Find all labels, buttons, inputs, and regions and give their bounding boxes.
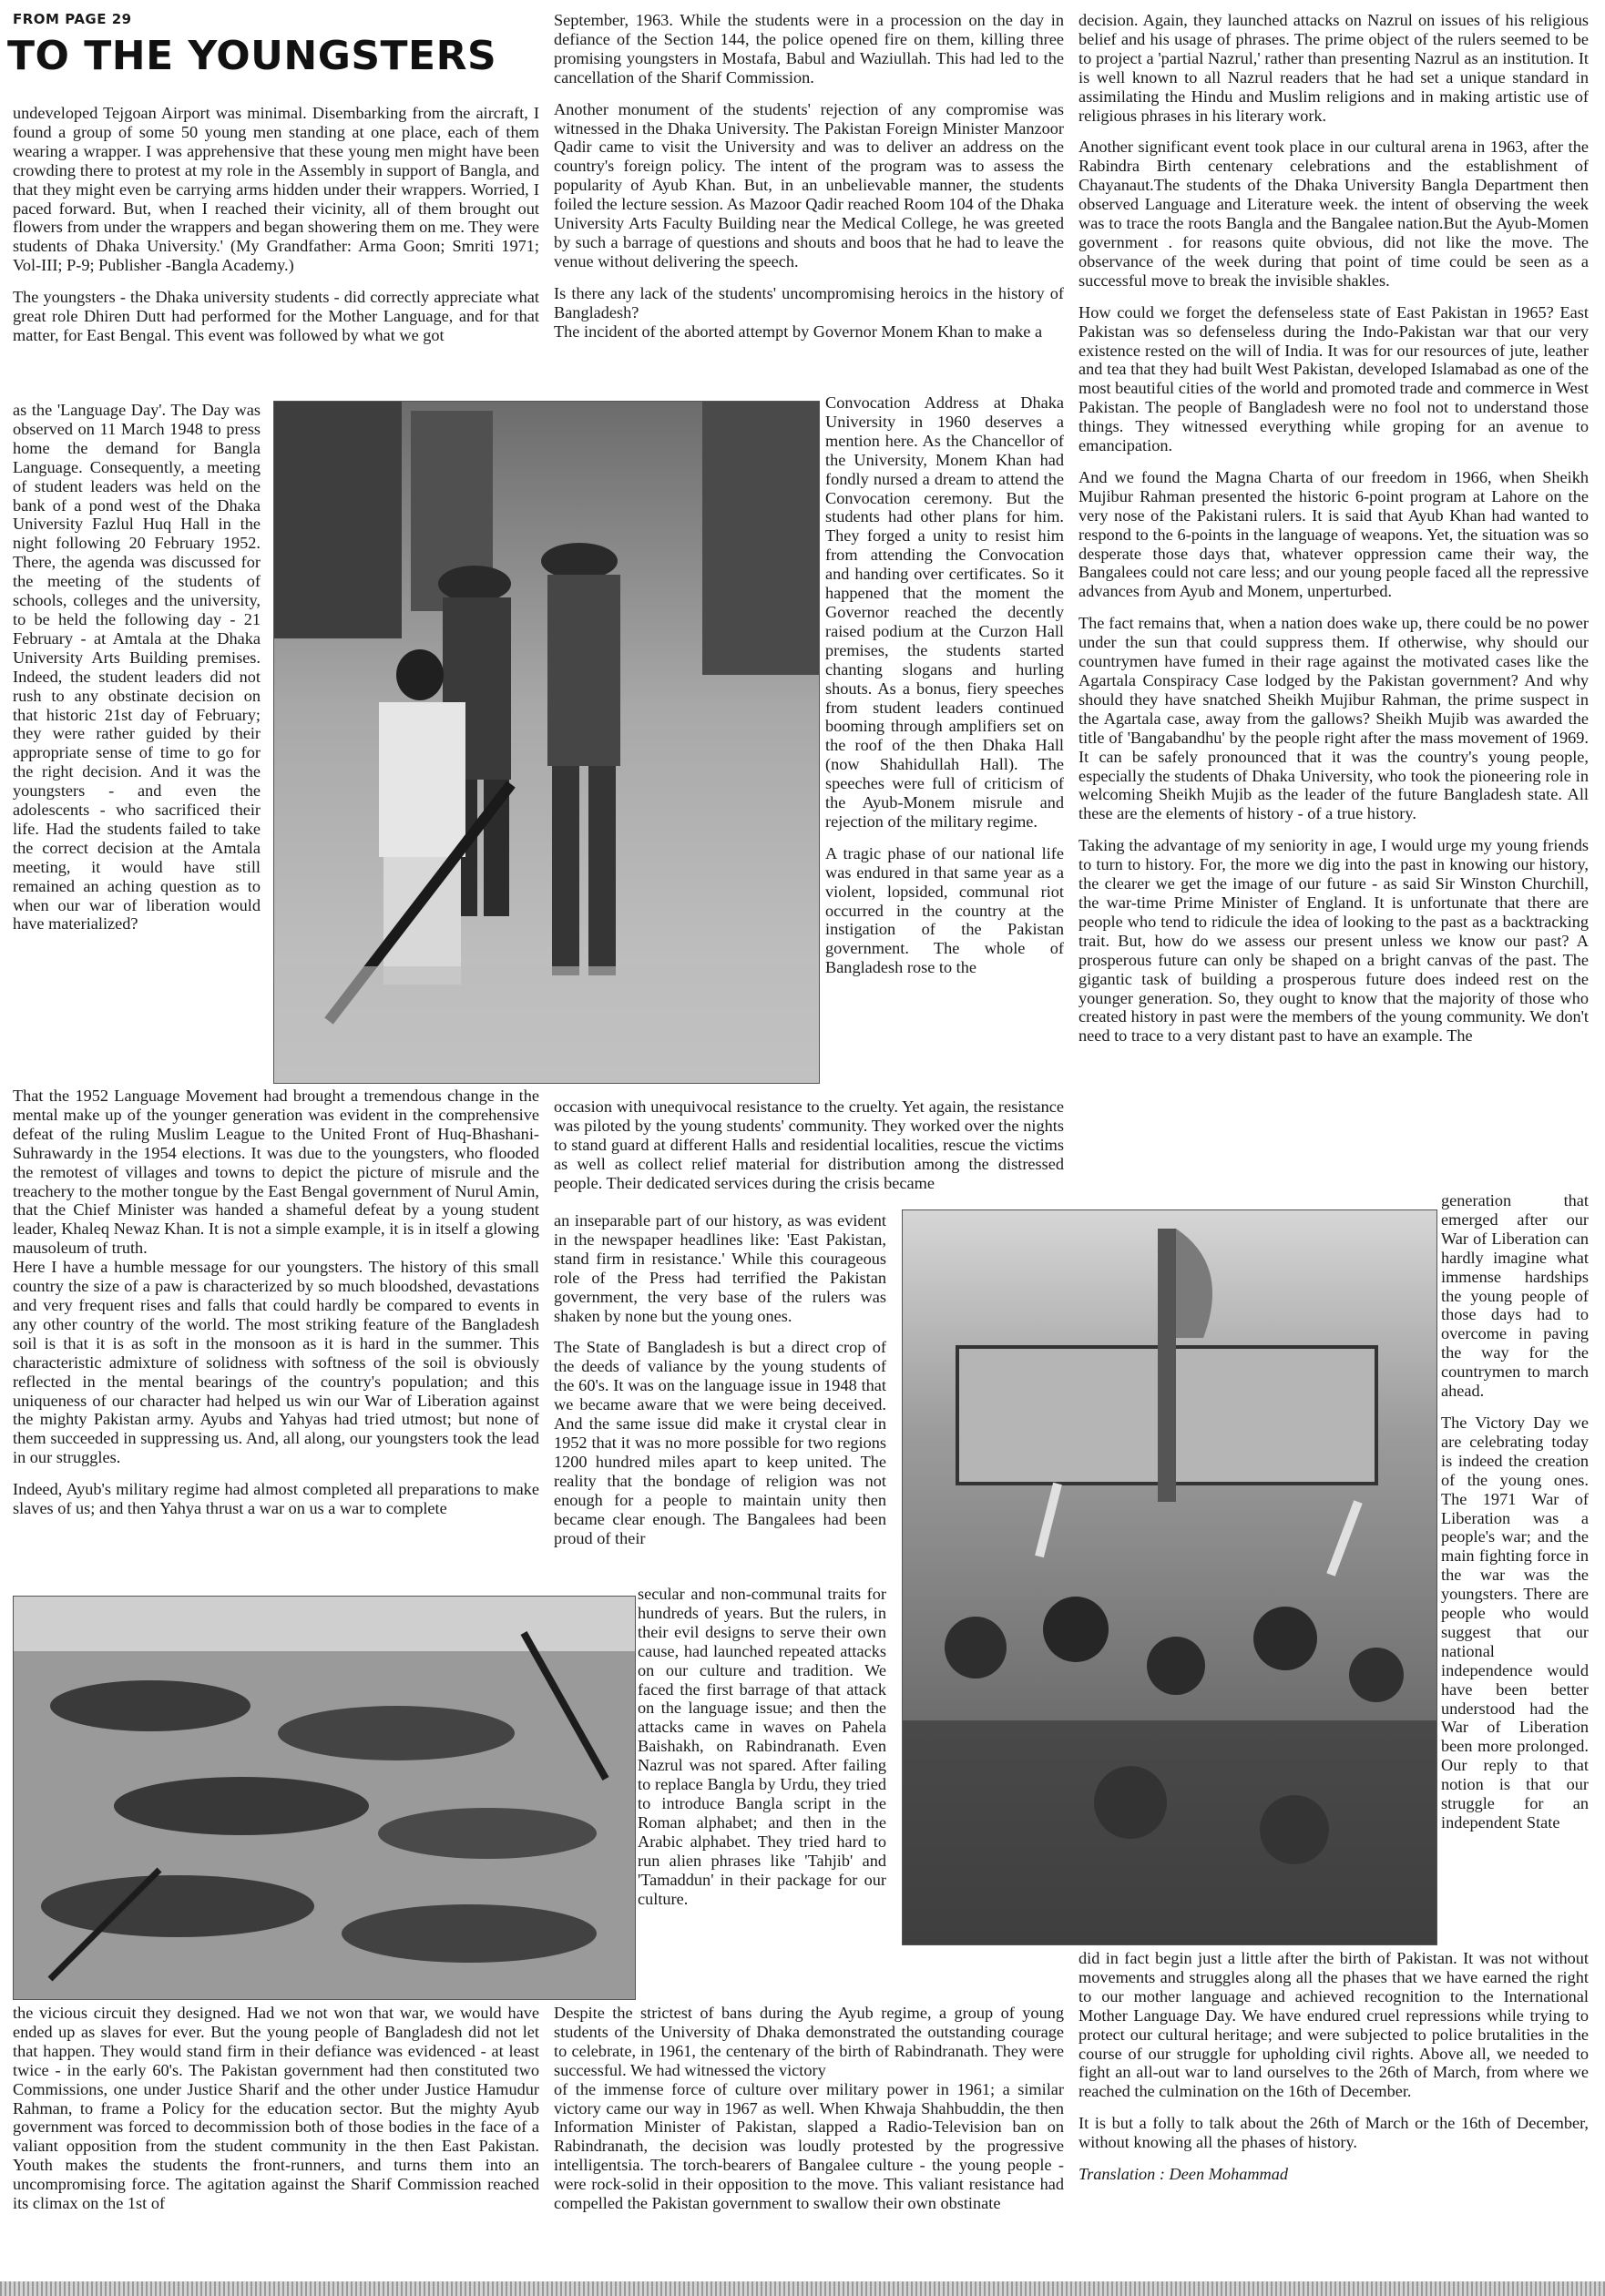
photo-protest-rally-image <box>903 1210 1436 1944</box>
column-1-top <box>13 104 539 345</box>
column-1-bottom <box>13 2004 539 2213</box>
column-1-wrap <box>13 401 261 934</box>
column-2-narrow <box>638 1585 886 1908</box>
paragraph: generation that emerged after our War of Liberation can hardly imagine what immense hardships the young people of those days had to overcome in paving the way for the countrymen to march ahead. <box>1441 1191 1589 1401</box>
paragraph: The fact remains that, when a nation does wake up, there could be no power under the sun that could suppress them. If otherwise, why should our countrymen have fumed in their rage against the motivated cases like the Agartala Conspiracy Case lodged by the Pakistan government? And why should they have snatched Sheikh Mujibur Rahman, the prime suspect in the Agartala case, away from the gallows? Sheikh Mujib was awarded the title of 'Bangabandhu' by the people right after the mass movement of 1969. It can be safely pronounced that it was the country's young people, especially the students of Dhaka University, who took the pioneering role in welcoming Sheikh Mujib as the leader of the future Bangladesh state. All these are the elements of history - of a true history. <box>1079 614 1589 823</box>
photo-war-victims-image <box>14 1597 635 1999</box>
column-1-middle <box>13 1087 539 1518</box>
column-2-lower <box>554 1211 886 1547</box>
paragraph: The State of Bangladesh is but a direct crop of the deeds of valiance by the young students of the 60's. It was on the language issue in 1948 that we became aware that we were being deceived. And the same issue did make it crystal clear in 1952 that it was no more possible for two regions 1200 hundred miles apart to keep united. The reality that the bondage of religion was not enough for a people to maintain unity then became clear enough. The Bangalees had been proud of their <box>554 1338 886 1547</box>
page-bottom-border <box>0 2281 1605 2296</box>
photo-students-with-soldiers-image <box>274 402 819 1083</box>
paragraph: of the immense force of culture over military power in 1961; a similar victory came our way in 1967 as well. When Khwaja Shahbuddin, the then Information Minister of Pakistan, slapped a Radio-Television ban on Rabindranath, the decision was loudly protested by the progressive intelligentsia. The torch-bearers of Bangalee culture - the young people - were rock-solid in their opposition to the move. This valiant resistance had compelled the Pakistan government to swallow their own obstinate <box>554 2079 1064 2213</box>
photo-students-with-soldiers <box>273 401 820 1084</box>
paragraph: as the 'Language Day'. The Day was observed on 11 March 1948 to press home the demand for Bangla Language. Consequently, a meeting of student leaders was held on the bank of a pond west of the Dhaka University Fazlul Huq Hall in the night following 20 February 1952. There, the agenda was discussed for the meeting of the students of schools, colleges and the university, to be held the following day - 21 February - at Amtala at the Dhaka University Arts Building premises. Indeed, the student leaders did not rush to any obstinate decision on that historic 21st day of February; they were rather guided by their appropriate sense of time to go for the right decision. And it was the youngsters - and even the adolescents - who sacrificed their life. Had the students failed to take the correct decision at the Amtala meeting, it would have still remained an aching question as to when our war of liberation would have materialized? <box>13 401 261 934</box>
column-2-wrap <box>825 393 1064 977</box>
paragraph: And we found the Magna Charta of our freedom in 1966, when Sheikh Mujibur Rahman presented the historic 6-point program at Lahore on the very nose of the Pakistani rulers. It is said that Ayub Khan had wanted to respond to the 6-points in the language of weapons. Yet, the situation was so desperate those days that, whatever oppression came their way, the Bangalees could not care less; and our young people faced all the repressive advances from Ayub and Monem, unperturbed. <box>1079 467 1589 601</box>
paragraph: It is but a folly to talk about the 26th of March or the 16th of December, without knowing all the phases of history. <box>1079 2114 1589 2152</box>
paragraph: Another monument of the students' rejection of any compromise was witnessed in the Dhaka University. The Pakistan Foreign Minister Manzoor Qadir came to visit the University and was to deliver an address on the country's foreign policy. The intent of the program was to assess the popularity of Ayub Khan. But, in an unbelievable manner, the students foiled the lecture session. As Mazoor Qadir reached Room 104 of the Dhaka University Arts Faculty Building near the Medical College, he was greeted by such a barrage of questions and shouts and boos that he had to leave the venue without delivering the speech. <box>554 99 1064 270</box>
paragraph: occasion with unequivocal resistance to the cruelty. Yet again, the resistance was piloted by the young students' community. They worked over the nights to stand guard at different Halls and residential localities, rescue the victims as well as collect relief material for distribution among the distressed people. Their dedicated services during the crisis became <box>554 1097 1064 1192</box>
column-3-top <box>1079 11 1589 1046</box>
paragraph: The incident of the aborted attempt by Governor Monem Khan to make a <box>554 321 1043 341</box>
paragraph: That the 1952 Language Movement had brought a tremendous change in the mental make up of the younger generation was evident in the comprehensive defeat of the ruling Muslim League to the United Front of Huq-Bhashani-Suhrawardy in the 1954 elections. It was due to the youngsters, who flooded the remotest of villages and towns to depict the picture of misrule and the treachery to the mother tongue by the East Bengal government of Nurul Amin, that the Chief Minister was handed a shameful defeat by a young student leader, Khaleq Newaz Khan. It is not a simple example, it is in itself a glowing mausoleum of truth. <box>13 1087 539 1258</box>
article-headline: TO THE YOUNGSTERS <box>7 33 497 79</box>
paragraph: Despite the strictest of bans during the Ayub regime, a group of young students of the University of Dhaka demonstrated the outstanding courage to celebrate, in 1961, the centenary of the birth of Rabindranath. They were successful. We had witnessed the victory <box>554 2004 1064 2079</box>
paragraph: September, 1963. While the students were in a procession on the day in defiance of the Section 144, the police opened fire on them, killing three promising youngsters in Mostafa, Babul and Waziullah. This had led to the cancellation of the Sharif Commission. <box>554 11 1064 87</box>
paragraph: The youngsters - the Dhaka university students - did correctly appreciate what great role Dhiren Dutt had performed for the Mother Language, and for that matter, for East Bengal. This event was followed by what we got <box>13 288 539 344</box>
paragraph: Taking the advantage of my seniority in age, I would urge my young friends to turn to history. For, the more we dig into the past in knowing our history, the clearer we get the image of our future - as said Sir Winston Churchill, the war-time Prime Minister of England. It is unfortunate that there are people who tend to ridicule the idea of looking to the past as a backtracking trait. But, how do we assess our present unless we know our past? A prosperous future can only be shaped on a bright canvas of the past. The gigantic task of building a prosperous future does indeed rest on the younger generation. So, they ought to know that the majority of those who created history in past were the members of the young community. We don't need to trace to a very distant past to have an example. The <box>1079 836 1589 1046</box>
column-3-bottom <box>1079 1949 1589 2184</box>
paragraph: an inseparable part of our history, as was evident in the newspaper headlines like: 'East Pakistan, stand firm in resistance.' While this courageous role of the Press had terrified the Pakistan government, the very base of the rulers was shaken by none but the young ones. <box>554 1211 886 1325</box>
column-2-middle <box>554 1097 1064 1193</box>
page-continuation-label: FROM PAGE 29 <box>13 11 132 27</box>
paragraph: Another significant event took place in our cultural arena in 1963, after the Rabindra Birth centenary celebrations and the establishment of Chayanaut.The students of the Dhaka University Bangla Department then observed Language and Literature week. the intent of observing the week was to trace the roots Bangla and the Bangalee nation.But the Ayub-Momen government . for reasons quite obvious, did not like the move. The observance of the week during that point of time could be seen as a successful move to break the invisible shakles. <box>1079 138 1589 290</box>
paragraph: undeveloped Tejgoan Airport was minimal. Disembarking from the aircraft, I found a group of some 50 young men standing at one place, each of them wearing a wrapper. I was apprehensive that these young men might have been crowding there to protest at my role in the Assembly in support of Bangla, and that they might even be carrying arms hidden under their wrappers. Worried, I paced forward. But, when I reached their vicinity, all of them brought out flowers from under the wrappers and began showering them on me. They were students of Dhaka University.' (My Grandfather: Arma Goon; Smriti 1971; Vol-III; P-9; Publisher -Bangla Academy.) <box>13 104 539 275</box>
paragraph: Indeed, Ayub's military regime had almost completed all preparations to make slaves of us; and then Yahya thrust a war on us a war to complete <box>13 1480 539 1518</box>
paragraph: The Victory Day we are celebrating today is indeed the creation of the young ones. The 1971 War of Liberation was a people's war; and the main fighting force in the war was the youngsters. There are people who would suggest that our national independence would have been better understood had the War of Liberation been more prolonged. Our reply to that notion is that our struggle for an independent State <box>1441 1413 1589 1832</box>
paragraph: Convocation Address at Dhaka University in 1960 deserves a mention here. As the Chancellor of the University, Monem Khan had fondly nursed a dream to attend the Convocation ceremony. But the students had other plans for him. They forged a unity to resist him from attending the Convocation and handing over certificates. So it happened that the moment the Governor reached the decently raised podium at the Curzon Hall premises, the students started chanting slogans and hurling shouts. As a bonus, fiery speeches from student leaders continued booming through amplifiers set on the roof of the then Dhaka Hall (now Shahidullah Hall). The speeches were full of criticism of the Ayub-Monem misrule and rejection of the military regime. <box>825 393 1064 831</box>
translator-credit: Translation : Deen Mohammad <box>1079 2165 1289 2184</box>
paragraph: A tragic phase of our national life was endured in that same year as a violent, lopsided, communal riot occurred in the country at the instigation of the Pakistan government. The whole of Bangladesh rose to the <box>825 843 1064 977</box>
column-2-bottom <box>554 2004 1064 2213</box>
paragraph: decision. Again, they launched attacks on Nazrul on issues of his religious belief and his usage of phrases. The prime object of the rulers seemed to be to project a 'partial Nazrul,' rather than presenting Nazrul as an institution. It is well known to all Nazrul readers that he had set a unique standard in assimilating the Hindu and Muslim religions and in making artistic use of religious phrases in his literary work. <box>1079 11 1589 125</box>
paragraph: How could we forget the defenseless state of East Pakistan in 1965? East Pakistan was so defenseless during the Indo-Pakistan war that our very existence rested on the will of India. It was for our resources of jute, leather and tea that they had built West Pakistan, developed Islamabad as one of the most beautiful cities of the world and promoted trade and commerce in West Pakistan. The people of Bangladesh were no fool not to understand those things. They witnessed everything while groping for an avenue to emancipation. <box>1079 302 1589 455</box>
photo-war-victims <box>13 1596 636 2000</box>
paragraph: secular and non-communal traits for hundreds of years. But the rulers, in their evil designs to serve their own cause, had launched repeated attacks on our culture and tradition. We faced the first barrage of that attack on the language issue; and then the attacks came in waves on Pahela Baishakh, on Rabindranath. Even Nazrul was not spared. After failing to replace Bangla by Urdu, they tried to introduce Bangla script in the Roman alphabet; and then in the Arabic alphabet. They tried hard to run alien phrases like 'Tahjib' and 'Tamaddun' in their package for our culture. <box>638 1585 886 1908</box>
paragraph: Is there any lack of the students' uncompromising heroics in the history of Bangladesh? <box>554 283 1064 321</box>
paragraph: the vicious circuit they designed. Had we not won that war, we would have ended up as slaves for ever. But the young people of Bangladesh did not let that happen. They would stand firm in their defiance was evidenced - at least twice - in the early 60's. The Pakistan government had then constituted two Commissions, one under Justice Sharif and the other under Justice Hamudur Rahman, to frame a Policy for the education sector. But the mighty Ayub government was forced to decommission both of those bodies in the face of a valiant opposition from the student community in the then East Pakistan. Youth makes the students the front-runners, and turns them into an uncompromising force. The agitation against the Sharif Commission reached its climax on the 1st of <box>13 2004 539 2213</box>
paragraph: did in fact begin just a little after the birth of Pakistan. It was not without movements and struggles along all the phases that we have earned the right to our mother language and achieved recognition to the International Mother Language Day. We have endured cruel repressions while trying to protect our cultural heritage; and were subjected to police brutalities in the course of our struggle for upholding civil rights. Above all, we needed to fight an all-out war to land ourselves to the 26th of March, from where we reached the culmination on the 16th of December. <box>1079 1949 1589 2101</box>
column-2-top <box>554 11 1064 342</box>
paragraph: Here I have a humble message for our youngsters. The history of this small country the size of a paw is characterized by so much bloodshed, devastations and very frequent rises and falls that could hardly be compared to events in any other country of the world. The most striking feature of the Bangladesh soil is that it is as soft in the monsoon as it is hard in the summer. This characteristic admixture of solidness with softness of the soil is obviously reflected in the mental bearings of the country's population; and this uniqueness of our character had helped us win our War of Liberation against the mighty Pakistan army. Ayubs and Yahyas had tried utmost; but none of them succeeded in suppressing us. And, all along, our youngsters took the lead in our struggles. <box>13 1258 539 1467</box>
column-3-wrap <box>1441 1191 1589 1832</box>
photo-protest-rally <box>902 1209 1437 1945</box>
